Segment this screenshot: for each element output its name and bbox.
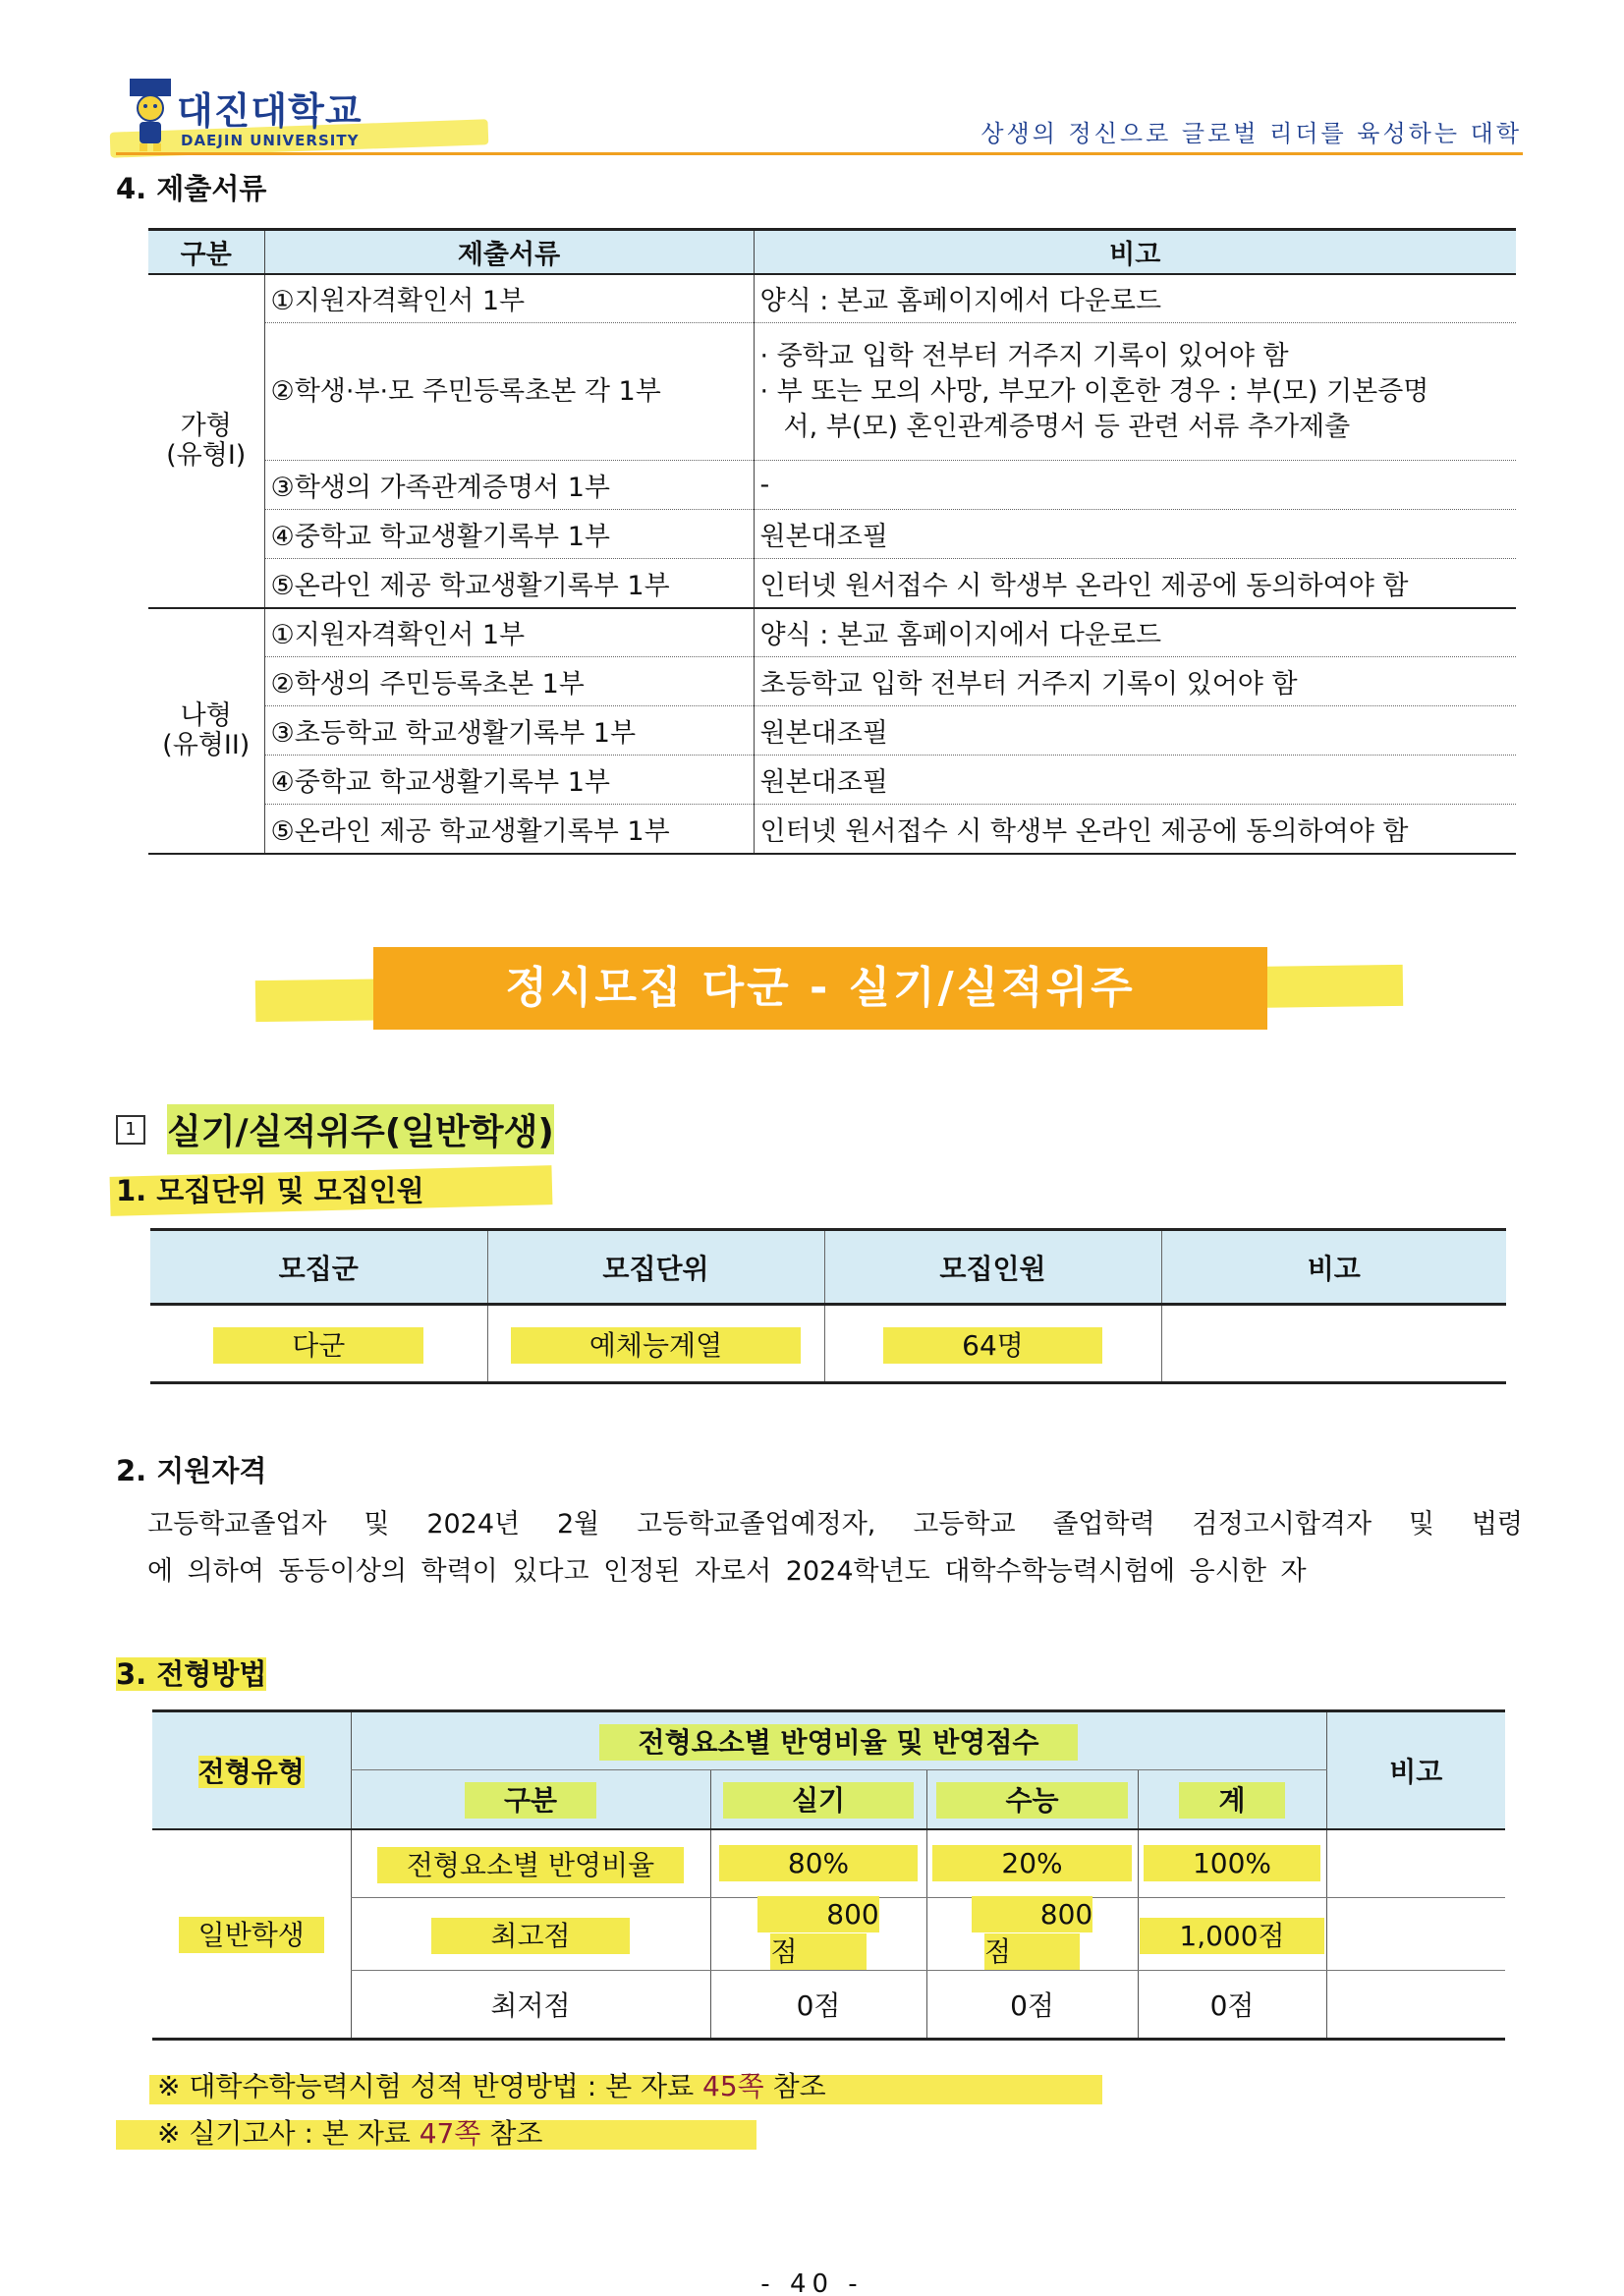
- col-header-remarks: 비고: [754, 230, 1516, 274]
- doc-cell: ②학생·부·모 주민등록초본 각 1부: [264, 323, 754, 461]
- note-cell: 양식 : 본교 홈페이지에서 다운로드: [754, 608, 1516, 657]
- table-row: [148, 706, 1516, 756]
- table-row: [152, 1898, 1505, 1971]
- subtitle-recruitment: 1. 모집단위 및 모집인원: [116, 1174, 424, 1207]
- doc-cell: ⑤온라인 제공 학교생활기록부 1부: [264, 559, 754, 608]
- note-cell: · 중학교 입학 전부터 거주지 기록이 있어야 함 · 부 또는 모의 사망, 부모가 이혼한 경우 : 부(모) 기본증명 서, 부(모) 혼인관계증명서 등 관련 서류 추가제출: [754, 323, 1516, 461]
- page-number: - 40 -: [760, 2269, 864, 2296]
- documents-table: [148, 228, 1516, 855]
- value-cell: 800점: [926, 1898, 1138, 1971]
- table-row: [148, 323, 1516, 461]
- subtitle-eligibility: 2. 지원자격: [116, 1454, 267, 1487]
- page-ref: 47쪽: [419, 2117, 481, 2150]
- value-cell: 0점: [710, 1971, 926, 2040]
- col-header-quota: 모집인원: [824, 1230, 1161, 1305]
- mascot-icon: [124, 77, 177, 153]
- row-label: 최고점: [351, 1898, 710, 1971]
- value-cell: 1,000점: [1138, 1898, 1326, 1971]
- col-header-group: 모집군: [150, 1230, 487, 1305]
- table-row: [148, 461, 1516, 510]
- group-label-ga: 가형 (유형I): [148, 274, 264, 608]
- value-cell: 20%: [926, 1829, 1138, 1898]
- row-label: 전형요소별 반영비율: [351, 1829, 710, 1898]
- table-row: [148, 756, 1516, 805]
- note-cell: 인터넷 원서접수 시 학생부 온라인 제공에 동의하여야 함: [754, 805, 1516, 854]
- remarks-cell: [1326, 1898, 1505, 1971]
- col-header-group: 전형요소별 반영비율 및 반영점수: [351, 1711, 1326, 1770]
- doc-cell: ②학생의 주민등록초본 1부: [264, 657, 754, 706]
- table-row: [148, 608, 1516, 657]
- doc-cell: ⑤온라인 제공 학교생활기록부 1부: [264, 805, 754, 854]
- value-cell: 80%: [710, 1829, 926, 1898]
- note-cell: 양식 : 본교 홈페이지에서 다운로드: [754, 274, 1516, 323]
- header-rule: [116, 152, 1523, 155]
- note-cell: 초등학교 입학 전부터 거주지 기록이 있어야 함: [754, 657, 1516, 706]
- logo-korean-text: 대진대학교: [177, 89, 363, 133]
- table-row: [152, 1829, 1505, 1898]
- col-header-documents: 제출서류: [264, 230, 754, 274]
- note-cell: 원본대조필: [754, 510, 1516, 559]
- university-logo: [116, 77, 381, 157]
- group-cell: 다군: [150, 1305, 487, 1383]
- col-header-remarks: 비고: [1161, 1230, 1506, 1305]
- eligibility-line-2: 에 의하여 동등이상의 학력이 있다고 인정된 자로서 2024학년도 대학수학능력시험에 응시한 자: [147, 1556, 1307, 1587]
- col-header-remarks: 비고: [1326, 1711, 1505, 1829]
- table-row: [148, 274, 1516, 323]
- unit-cell: 예체능계열: [487, 1305, 824, 1383]
- header-slogan: 상생의 정신으로 글로벌 리더를 육성하는 대학: [980, 120, 1522, 147]
- doc-cell: ③초등학교 학교생활기록부 1부: [264, 706, 754, 756]
- subcol-total: 계: [1138, 1770, 1326, 1829]
- doc-cell: ①지원자격확인서 1부: [264, 274, 754, 323]
- quota-cell: 64명: [824, 1305, 1161, 1383]
- type-cell: 일반학생: [152, 1829, 351, 2040]
- table-row: [148, 805, 1516, 854]
- group-label-na: 나형 (유형II): [148, 608, 264, 854]
- note-csat: ※ 대학수학능력시험 성적 반영방법 : 본 자료 45쪽 참조: [157, 2070, 826, 2102]
- note-cell: 인터넷 원서접수 시 학생부 온라인 제공에 동의하여야 함: [754, 559, 1516, 608]
- selection-table: [152, 1709, 1505, 2041]
- value-cell: 0점: [1138, 1971, 1326, 2040]
- row-label: 최저점: [351, 1971, 710, 2040]
- note-cell: 원본대조필: [754, 706, 1516, 756]
- section-title-documents: 4. 제출서류: [116, 172, 267, 205]
- eligibility-line-1: 고등학교졸업자 및 2024년 2월 고등학교졸업예정자, 고등학교 졸업학력 검정고시합격자 및 법령: [147, 1509, 1523, 1540]
- admission-type-title: [116, 1104, 554, 1154]
- value-cell: 0점: [926, 1971, 1138, 2040]
- admission-type-label: 실기/실적위주(일반학생): [167, 1104, 554, 1154]
- remarks-cell: [1326, 1829, 1505, 1898]
- remarks-cell: [1326, 1971, 1505, 2040]
- doc-cell: ①지원자격확인서 1부: [264, 608, 754, 657]
- note-practical: ※ 실기고사 : 본 자료 47쪽 참조: [157, 2117, 543, 2150]
- table-row: [148, 657, 1516, 706]
- page-ref: 45쪽: [702, 2070, 764, 2102]
- table-row: [148, 559, 1516, 608]
- subcol-category: 구분: [351, 1770, 710, 1829]
- col-header-type: 전형유형: [152, 1711, 351, 1829]
- col-header-category: 구분: [148, 230, 264, 274]
- doc-cell: ④중학교 학교생활기록부 1부: [264, 510, 754, 559]
- note-cell: -: [754, 461, 1516, 510]
- table-row: [152, 1971, 1505, 2040]
- recruitment-table: [150, 1228, 1506, 1384]
- table-row: [150, 1305, 1506, 1383]
- logo-english-text: DAEJIN UNIVERSITY: [181, 132, 360, 149]
- value-cell: 100%: [1138, 1829, 1326, 1898]
- section-banner: 정시모집 다군 - 실기/실적위주: [373, 947, 1267, 1030]
- subcol-csat: 수능: [926, 1770, 1138, 1829]
- note-cell: 원본대조필: [754, 756, 1516, 805]
- subtitle-selection-method: 3. 전형방법: [116, 1657, 267, 1691]
- subcol-practical: 실기: [710, 1770, 926, 1829]
- value-cell: 800점: [710, 1898, 926, 1971]
- number-box-icon: 1: [116, 1115, 145, 1145]
- doc-cell: ④중학교 학교생활기록부 1부: [264, 756, 754, 805]
- table-row: [148, 510, 1516, 559]
- doc-cell: ③학생의 가족관계증명서 1부: [264, 461, 754, 510]
- remarks-cell: [1161, 1305, 1506, 1383]
- col-header-unit: 모집단위: [487, 1230, 824, 1305]
